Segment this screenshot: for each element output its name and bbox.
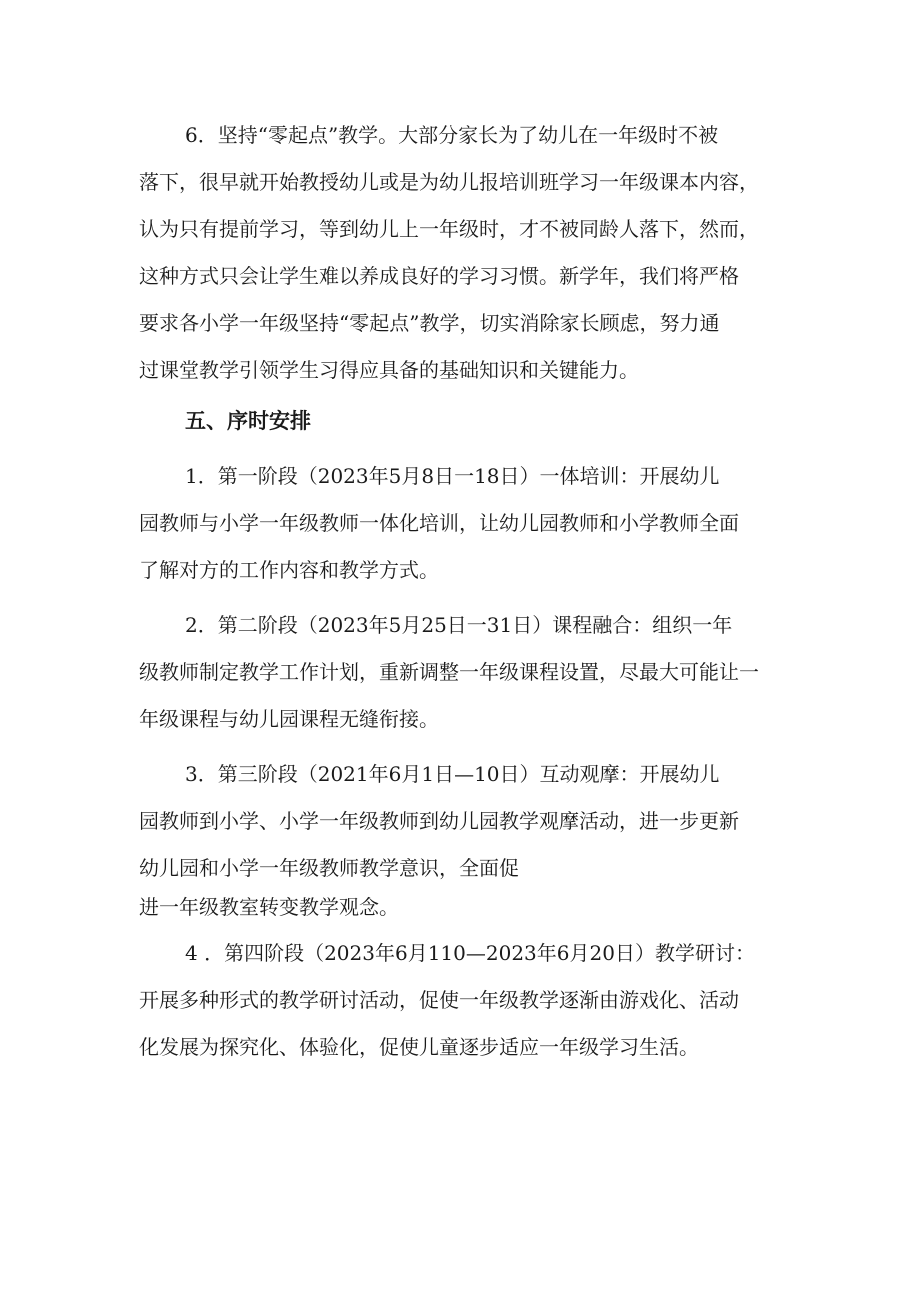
text-line: 了解对方的工作内容和教学方式。 [139,558,439,582]
text-line: 这种方式只会让学生难以养成良好的学习习惯。新学年，我们将严格 [139,264,739,288]
text-line: 3．第三阶段（2021年6月1日—10日）互动观摩：开展幼儿 [185,762,720,786]
paragraph-stage-2 [139,602,794,743]
text-line: 过课堂教学引领学生习得应具备的基础知识和关键能力。 [139,358,639,382]
text-line: 落下，很早就开始教授幼儿或是为幼儿报培训班学习一年级课本内容， [139,170,759,194]
text-line: 年级课程与幼儿园课程无缝衔接。 [139,707,439,731]
text-line: 幼儿园和小学一年级教师教学意识，全面促 [139,856,519,880]
paragraph-stage-3 [139,751,794,922]
text-line: 2．第二阶段（2023年5月25日一31日）课程融合：组织一年 [185,613,733,637]
text-line: 认为只有提前学习，等到幼儿上一年级时，才不被同龄人落下，然而， [139,217,759,241]
text-line: 1．第一阶段（2023年5月8日一18日）一体培训：开展幼儿 [185,464,720,488]
text-line: 级教师制定教学工作计划，重新调整一年级课程设置，尽最大可能让一 [139,660,759,684]
text-line: 要求各小学一年级坚持“零起点”教学，切实消除家长顾虑，努力通 [139,311,720,335]
paragraph-zero-start-teaching [139,112,794,394]
section-heading-schedule: 五、序时安排 [185,409,311,433]
text-line: 进一年级教室转变教学观念。 [139,895,399,919]
text-line: 园教师到小学、小学一年级教师到幼儿园教学观摩活动，进一步更新 [139,809,739,833]
text-line: 6．坚持“零起点”教学。大部分家长为了幼儿在一年级时不被 [185,123,719,147]
paragraph-stage-4 [139,930,794,1071]
document-page [139,112,794,1071]
text-line: 园教师与小学一年级教师一体化培训，让幼儿园教师和小学教师全面 [139,511,739,535]
text-line: 4 ．第四阶段（2023年6月110—2023年6月20日）教学研讨： [185,941,755,965]
text-line: 化发展为探究化、体验化，促使儿童逐步适应一年级学习生活。 [139,1035,699,1059]
text-line: 开展多种形式的教学研讨活动，促使一年级教学逐渐由游戏化、活动 [139,988,739,1012]
paragraph-stage-1 [139,453,794,594]
